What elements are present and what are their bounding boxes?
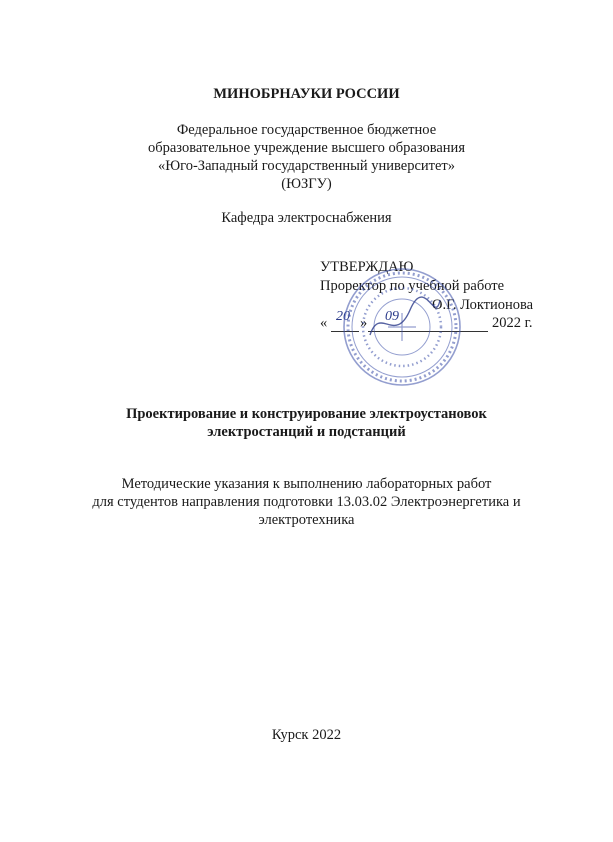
description-line-2: для студентов направления подготовки 13.03.02 Электроэнергетика и: [92, 494, 521, 510]
approve-label: УТВЕРЖДАЮ: [320, 259, 414, 275]
document-title-line-1: Проектирование и конструирование электроустановок: [126, 406, 487, 422]
document-title-line-2: электростанций и подстанций: [207, 424, 406, 440]
department-name: Кафедра электроснабжения: [221, 210, 392, 226]
city-year: Курск 2022: [271, 727, 342, 743]
date-month: 09: [385, 309, 399, 324]
description-line-1: Методические указания к выполнению лабораторных работ: [121, 476, 492, 492]
org-line-2: образовательное учреждение высшего образования: [147, 140, 465, 156]
approver-position: Проректор по учебной работе: [320, 278, 505, 294]
description-line-3: электротехника: [258, 512, 355, 528]
date-quote-open: «: [320, 315, 328, 331]
date-year: 2022 г.: [492, 315, 533, 331]
date-day: 20: [336, 309, 350, 324]
org-line-1: Федеральное государственное бюджетное: [176, 122, 437, 138]
official-stamp-icon: [340, 265, 465, 390]
date-quote-close: »: [360, 315, 368, 331]
org-line-3: «Юго-Западный государственный университет»: [157, 158, 456, 174]
approver-name: О.Г. Локтионова: [432, 297, 534, 313]
org-line-4: (ЮЗГУ): [281, 176, 332, 192]
ministry-name: МИНОБРНАУКИ РОССИИ: [213, 86, 400, 102]
